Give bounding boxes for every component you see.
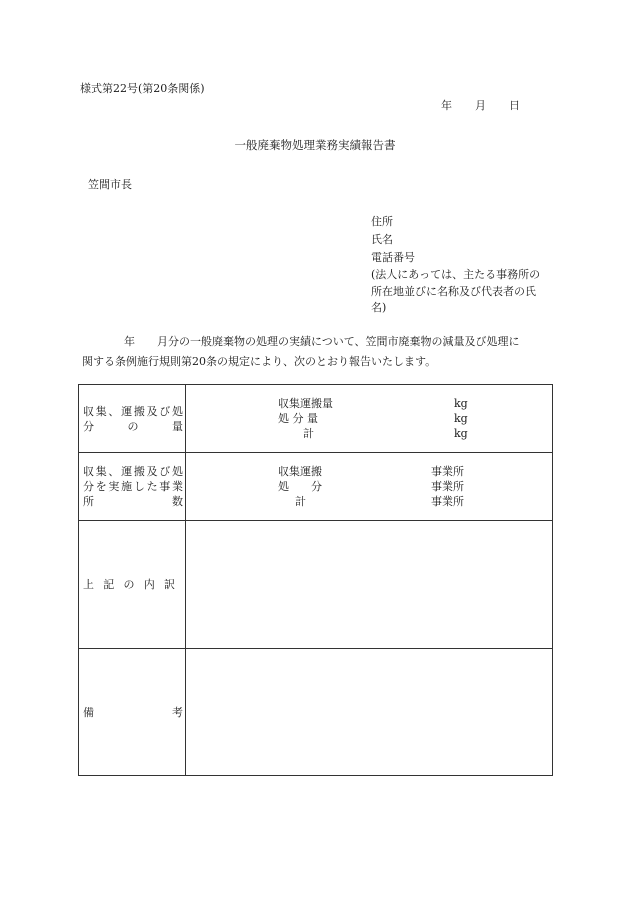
label-business-count [79, 453, 186, 521]
applicant-block [371, 213, 556, 317]
form-number: 様式第22号(第20条関係) [80, 82, 205, 95]
corporation-note-line2: 所在地並びに名称及び代表者の氏 [371, 284, 536, 298]
table-row-item: 処 分 事業所 [278, 480, 464, 493]
value-disposal-amount [186, 385, 553, 453]
breakdown-field[interactable] [186, 521, 553, 649]
table-row-item: 収集運搬 事業所 [278, 465, 464, 478]
statement-line1-text: 分の一般廃棄物の処理の実績について、笠間市廃棄物の減量及び処理に [168, 335, 520, 348]
corporation-note-line3: 名) [371, 301, 387, 314]
table-row-item: 処 分 量 kg [278, 412, 468, 425]
report-table [78, 384, 553, 776]
value-business-count [186, 453, 553, 521]
table-row-disposal-amount [79, 385, 553, 453]
table-row-remarks [79, 649, 553, 776]
date-month: 月 [475, 99, 486, 112]
label-business-count-line3: 所 数 [83, 495, 183, 508]
label-disposal-amount [79, 385, 186, 453]
name-label: 氏名 [371, 233, 393, 246]
statement-month: 月 [157, 335, 168, 348]
label-business-count-line1: 収集、運搬及び処 [83, 465, 183, 478]
table-row-item: 計 事業所 [295, 495, 464, 508]
statement-line1 [82, 332, 562, 352]
date-line [441, 99, 520, 113]
table-row-item: 計 kg [303, 427, 468, 440]
statement-line2: 関する条例施行規則第20条の規定により、次のとおり報告いたします。 [82, 355, 437, 368]
statement-year: 年 [124, 335, 135, 348]
date-year: 年 [441, 99, 452, 112]
address-label: 住所 [371, 215, 393, 228]
label-business-count-line2: 分を実施した事業 [83, 480, 183, 493]
label-remarks: 備 考 [79, 649, 186, 776]
remarks-field[interactable] [186, 649, 553, 776]
report-statement [82, 332, 562, 372]
table-row-breakdown [79, 521, 553, 649]
table-row-business-count [79, 453, 553, 521]
label-disposal-amount-line2: 分 の 量 [83, 419, 183, 433]
document-title: 一般廃棄物処理業務実績報告書 [234, 138, 396, 152]
label-breakdown: 上 記 の 内 訳 [79, 521, 186, 649]
date-day: 日 [509, 99, 520, 112]
phone-label: 電話番号 [371, 251, 415, 264]
corporation-note-line1: (法人にあっては、主たる事務所の [371, 268, 541, 281]
addressee: 笠間市長 [88, 178, 132, 191]
label-disposal-amount-line1: 収集、運搬及び処 [83, 404, 183, 418]
table-row-item: 収集運搬量 kg [278, 397, 468, 410]
